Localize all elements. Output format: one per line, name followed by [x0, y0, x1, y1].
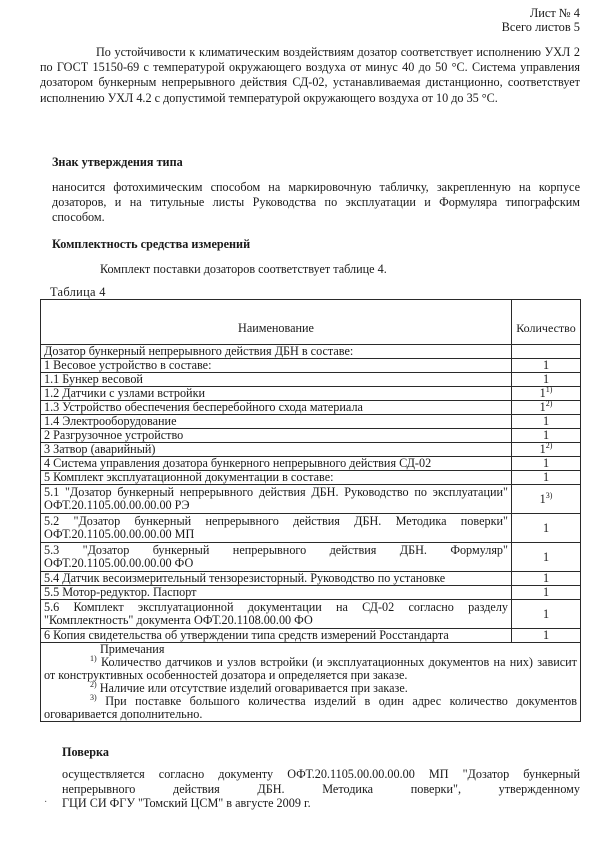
header-qty: Количество: [512, 300, 581, 345]
table-caption: Таблица 4: [50, 285, 106, 299]
qty-value: 1: [539, 400, 546, 414]
table-row: [41, 387, 581, 401]
total-sheets: Всего листов 5: [501, 20, 580, 34]
table-row: [41, 345, 581, 359]
footnote-mark: 2): [545, 440, 553, 450]
row-name: 1.1 Бункер весовой: [41, 373, 512, 387]
row-name: 5.5 Мотор-редуктор. Паспорт: [41, 586, 512, 600]
row-qty: [512, 572, 581, 586]
completeness-intro: Комплект поставки дозаторов соответствует таблице 4.: [100, 262, 387, 276]
table-row: [41, 514, 581, 543]
margin-mark: ·: [44, 797, 48, 808]
footnote-mark: 2): [545, 398, 553, 408]
row-qty: [512, 485, 581, 514]
row-qty: [512, 586, 581, 600]
row-qty: [512, 440, 581, 457]
row-qty: [512, 471, 581, 485]
note-1: [44, 653, 577, 682]
note-2-mark: 2): [90, 679, 97, 689]
footnote-mark: 1): [545, 384, 553, 394]
row-name: 1.4 Электрооборудование: [41, 415, 512, 429]
completeness-table: [40, 299, 581, 722]
table-row: [41, 600, 581, 629]
row-qty: [512, 514, 581, 543]
row-qty: [512, 415, 581, 429]
notes-title: Примечания: [100, 642, 165, 656]
table-row: [41, 629, 581, 643]
table-row: [41, 373, 581, 387]
header-name: Наименование: [41, 300, 512, 345]
qty-value: 1: [542, 606, 550, 621]
footnote-mark: 3): [545, 490, 553, 500]
climate-paragraph: По устойчивости к климатическим воздействиям дозатор соответствует исполнению УХЛ 2 по ГОСТ 15150-69 с температурой окружающего воздуха от минус 40 до 50 °С. Система управления дозатором бункерным непрерывного действия СД-02, устанавливаемая дистанционно, соответствует исполнению УХЛ 4.2 с допустимой температурой окружающего воздуха от 10 до 35 °С.: [40, 45, 580, 105]
qty-value: 1: [542, 585, 550, 599]
note-2-text: Наличие или отсутствие изделий оговаривается при заказе.: [99, 681, 408, 695]
table-row: [41, 429, 581, 443]
qty-value: 1: [542, 456, 550, 470]
qty-value: 1: [542, 571, 550, 585]
row-name: 5.1 "Дозатор бункерный непрерывного действия ДБН. Руководство по эксплуатации" ОФТ.20.1105.00.00.00.00 РЭ: [41, 485, 512, 514]
qty-value: 1: [542, 358, 550, 372]
row-name: 1.2 Датчики с узлами встройки: [41, 387, 512, 401]
qty-value: 1: [539, 442, 546, 456]
verification-heading: Поверка: [62, 745, 109, 759]
row-name: 3 Затвор (аварийный): [41, 443, 512, 457]
verification-line-1: осуществляется согласно документу ОФТ.20.1105.00.00.00.00 МП "Дозатор бункерный: [62, 767, 580, 781]
row-qty: [512, 629, 581, 643]
qty-value: 1: [542, 628, 550, 642]
row-name: 5.6 Комплект эксплуатационной документации на СД-02 согласно разделу "Комплектность" документа ОФТ.20.1108.00.00 ФО: [41, 600, 512, 629]
sheet-info: [502, 6, 580, 34]
table-row: [41, 471, 581, 485]
row-name: 1.3 Устройство обеспечения бесперебойного схода материала: [41, 401, 512, 415]
verification-line-3: ГЦИ СИ ФГУ "Томский ЦСМ" в августе 2009 г.: [62, 796, 311, 810]
table-row: [41, 586, 581, 600]
row-qty: [512, 543, 581, 572]
table-row: [41, 485, 581, 514]
table-row: [41, 457, 581, 471]
table-row: [41, 401, 581, 415]
note-3-text: При поставке большого количества изделий в один адрес количество документов оговаривается дополнительно.: [44, 694, 577, 721]
qty-value: 1: [542, 549, 550, 564]
row-name: Дозатор бункерный непрерывного действия ДБН в составе:: [41, 345, 512, 359]
row-qty: [512, 600, 581, 629]
qty-value: 1: [542, 428, 550, 442]
qty-value: 1: [542, 414, 550, 428]
note-3: [44, 692, 577, 721]
verification-line-2: непрерывного действия ДБН. Методика поверки", утвержденному: [62, 781, 580, 796]
note-1-text: Количество датчиков и узлов встройки (и эксплуатационных документов на них) зависит от конструктивных особенностей дозатора и определяется при заказе.: [44, 655, 577, 682]
qty-value: 1: [539, 386, 546, 400]
type-mark-text: наносится фотохимическим способом на маркировочную табличку, закрепленную на корпусе дозаторов, и на титульные листы Руководства по эксплуатации и Формуляра типографским способом.: [52, 180, 580, 225]
row-name: 5.3 "Дозатор бункерный непрерывного действия ДБН. Формуляр" ОФТ.20.1105.00.00.00.00 ФО: [41, 543, 512, 572]
qty-value: 1: [542, 520, 550, 535]
type-mark-heading: Знак утверждения типа: [52, 155, 183, 169]
qty-value: 1: [542, 372, 550, 386]
verification-text: [62, 767, 580, 811]
row-name: 2 Разгрузочное устройство: [41, 429, 512, 443]
row-name: 1 Весовое устройство в составе:: [41, 359, 512, 373]
qty-value: 1: [542, 470, 550, 484]
completeness-heading: Комплектность средства измерений: [52, 237, 251, 251]
row-name: 6 Копия свидетельства об утверждении типа средств измерений Росстандарта: [41, 629, 512, 643]
qty-value: 1: [539, 491, 546, 506]
table-body: [41, 345, 581, 643]
note-3-mark: 3): [90, 692, 97, 702]
row-qty: [512, 359, 581, 373]
table-notes: [41, 643, 581, 722]
table-row: [41, 543, 581, 572]
table-row: [41, 443, 581, 457]
table-row: [41, 359, 581, 373]
row-qty: [512, 345, 581, 359]
note-1-mark: 1): [90, 653, 97, 663]
sheet-number: Лист № 4: [529, 6, 580, 20]
row-name: 5 Комплект эксплуатационной документации в составе:: [41, 471, 512, 485]
row-name: 5.4 Датчик весоизмерительный тензорезисторный. Руководство по установке: [41, 572, 512, 586]
row-name: 5.2 "Дозатор бункерный непрерывного действия ДБН. Методика поверки" ОФТ.20.1105.00.00.00.00 МП: [41, 514, 512, 543]
row-qty: [512, 398, 581, 415]
table-row: [41, 572, 581, 586]
row-name: 4 Система управления дозатора бункерного непрерывного действия СД-02: [41, 457, 512, 471]
table-row: [41, 415, 581, 429]
row-qty: [512, 457, 581, 471]
